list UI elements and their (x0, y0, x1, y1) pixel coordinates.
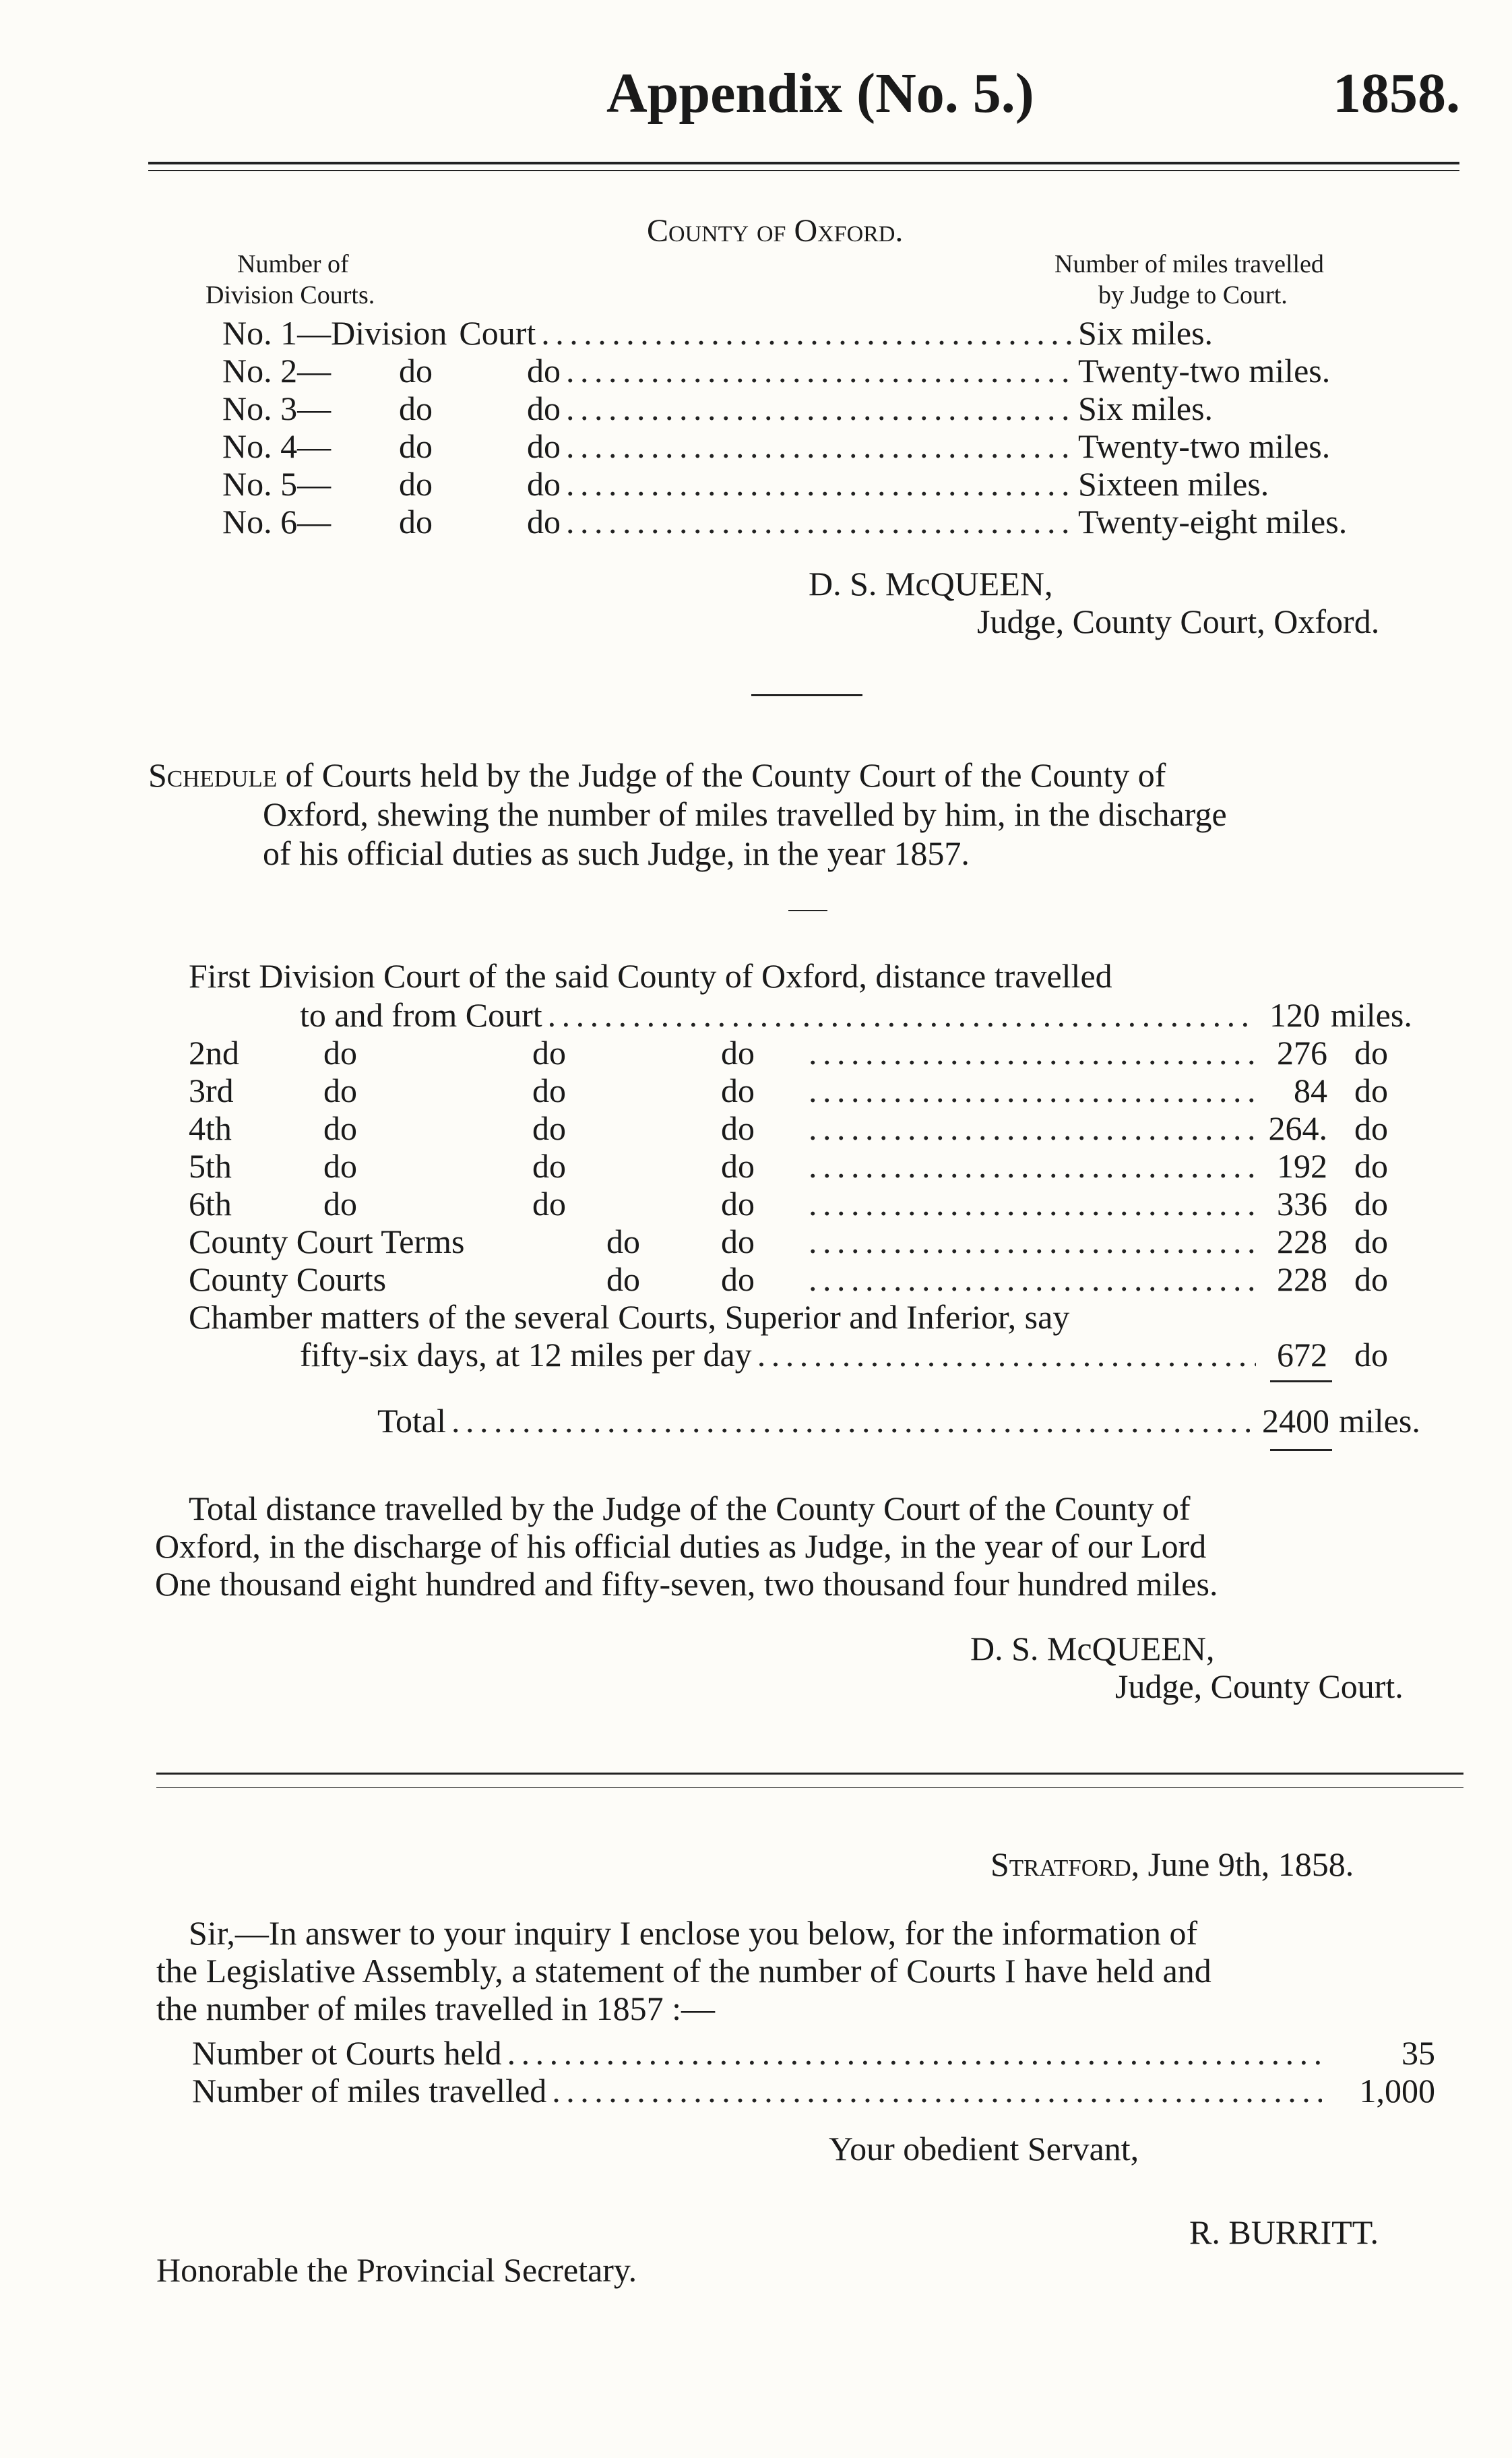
leader-dots (809, 1185, 1256, 1223)
schedule-row-c1: do (323, 1034, 357, 1072)
oxford-col-right-2: by Judge to Court. (1098, 281, 1288, 309)
oxford-row-b: do (527, 503, 561, 541)
schedule-chamber-row (300, 1336, 1439, 1374)
schedule-row-c1: do (323, 1147, 357, 1185)
letter-signature: R. BURRITT. (1189, 2213, 1379, 2251)
oxford-row-a: do (399, 352, 433, 390)
oxford-row-b: do (527, 352, 561, 390)
schedule-intro-line-3: of his official duties as such Judge, in the year 1857. (263, 834, 970, 872)
schedule-row-value: 192 (1277, 1147, 1327, 1185)
oxford-col-left-1: Number of (237, 250, 349, 278)
leader-dots (566, 390, 1073, 427)
schedule-row-c3: do (721, 1260, 755, 1298)
leader-dots (566, 465, 1073, 503)
oxford-row-a: Division (331, 314, 447, 352)
letter-place: Stratford, (990, 1845, 1140, 1883)
header-rule-top (148, 162, 1459, 164)
leader-dots (451, 1402, 1250, 1440)
schedule-signature-title: Judge, County Court. (1115, 1667, 1404, 1705)
oxford-row-b: do (527, 427, 561, 465)
schedule-first-label: to and from Court (300, 996, 542, 1034)
schedule-row (189, 1147, 1439, 1185)
oxford-row-num: No. 5— (222, 465, 332, 503)
oxford-row-miles: Twenty-two miles. (1078, 352, 1331, 390)
oxford-row-miles: Twenty-eight miles. (1078, 503, 1348, 541)
oxford-col-right-1: Number of miles travelled (1054, 250, 1324, 278)
schedule-row-c3: do (721, 1072, 755, 1109)
letter-miles-label: Number of miles travelled (192, 2072, 547, 2110)
letter-body-line-1: Sir,—In answer to your inquiry I enclose you below, for the information of (189, 1914, 1198, 1952)
schedule-row (189, 1109, 1439, 1147)
schedule-row-label: 4th (189, 1109, 232, 1147)
oxford-signature-name: D. S. McQUEEN, (809, 565, 1053, 603)
page-header (0, 54, 1512, 125)
schedule-row-label: 2nd (189, 1034, 239, 1072)
oxford-row-miles: Sixteen miles. (1078, 465, 1269, 503)
schedule-summary-line-3: One thousand eight hundred and fifty-seven, two thousand four hundred miles. (155, 1565, 1218, 1603)
schedule-row-label: 5th (189, 1147, 232, 1185)
leader-dots (809, 1147, 1256, 1185)
oxford-row (222, 503, 1422, 541)
leader-dots (507, 2034, 1322, 2072)
schedule-row-value: 228 (1277, 1223, 1327, 1260)
schedule-row-label: 3rd (189, 1072, 234, 1109)
schedule-total-value: 2400 (1262, 1402, 1329, 1440)
schedule-first-unit: miles. (1331, 996, 1412, 1034)
oxford-row-num: No. 1— (222, 314, 332, 352)
letter-divider-bottom (156, 1787, 1463, 1788)
oxford-row-num: No. 6— (222, 503, 332, 541)
oxford-row-a: do (399, 390, 433, 427)
schedule-row-c2: do (532, 1147, 566, 1185)
leader-dots (566, 352, 1073, 390)
schedule-row-label: County Courts (189, 1260, 387, 1298)
schedule-row (189, 1185, 1439, 1223)
schedule-row-value: 336 (1277, 1185, 1327, 1223)
oxford-row-miles: Twenty-two miles. (1078, 427, 1331, 465)
leader-dots (541, 314, 1073, 352)
header-title: Appendix (No. 5.) (606, 62, 1034, 125)
schedule-row-c3: do (721, 1223, 755, 1260)
schedule-chamber-line-1: Chamber matters of the several Courts, Superior and Inferior, say (189, 1298, 1070, 1336)
letter-addressee: Honorable the Provincial Secretary. (156, 2251, 637, 2289)
leader-dots (809, 1072, 1256, 1109)
schedule-chamber-unit: do (1354, 1336, 1388, 1374)
schedule-row-unit: do (1354, 1109, 1388, 1147)
oxford-row-b: do (527, 465, 561, 503)
letter-dateline (990, 1845, 1354, 1883)
schedule-row (189, 1072, 1439, 1109)
schedule-row-unit: do (1354, 1185, 1388, 1223)
schedule-row-c1: do (323, 1109, 357, 1147)
schedule-row-c2: do (532, 1072, 566, 1109)
letter-body-line-2: the Legislative Assembly, a statement of the number of Courts I have held and (156, 1952, 1211, 1990)
schedule-first-row (300, 996, 1439, 1034)
section-divider (751, 694, 862, 696)
oxford-signature-title: Judge, County Court, Oxford. (977, 603, 1380, 640)
schedule-row-value: 264. (1268, 1109, 1327, 1147)
oxford-row (222, 465, 1422, 503)
oxford-row-num: No. 4— (222, 427, 332, 465)
total-rule-top (1270, 1380, 1332, 1382)
letter-courts-row (192, 2034, 1435, 2072)
schedule-row-unit: do (1354, 1072, 1388, 1109)
letter-date: June 9th, 1858. (1147, 1845, 1354, 1883)
letter-miles-row (192, 2072, 1435, 2110)
schedule-row-cc-terms (189, 1223, 1439, 1260)
schedule-row-unit: do (1354, 1223, 1388, 1260)
schedule-row-label: 6th (189, 1185, 232, 1223)
schedule-total-row (377, 1402, 1445, 1440)
schedule-row-c3: do (721, 1034, 755, 1072)
schedule-row-unit: do (1354, 1147, 1388, 1185)
oxford-row-a: do (399, 427, 433, 465)
schedule-row-cc (189, 1260, 1439, 1298)
oxford-row (222, 352, 1422, 390)
oxford-row (222, 390, 1422, 427)
leader-dots (548, 996, 1249, 1034)
oxford-col-left-2: Division Courts. (206, 281, 375, 309)
schedule-row-unit: do (1354, 1034, 1388, 1072)
schedule-row-c2: do (532, 1034, 566, 1072)
leader-dots (809, 1034, 1256, 1072)
schedule-row-label: County Court Terms (189, 1223, 465, 1260)
schedule-row-c1: do (323, 1072, 357, 1109)
oxford-row-num: No. 3— (222, 390, 332, 427)
short-divider (788, 910, 827, 911)
schedule-row-c2: do (606, 1223, 640, 1260)
schedule-intro-line-1 (148, 756, 1166, 794)
schedule-row-value: 228 (1277, 1260, 1327, 1298)
leader-dots (566, 427, 1073, 465)
oxford-row-miles: Six miles. (1078, 314, 1214, 352)
oxford-row-miles: Six miles. (1078, 390, 1214, 427)
letter-body-line-3: the number of miles travelled in 1857 :— (156, 1990, 715, 2027)
header-rule-bottom (148, 170, 1459, 171)
schedule-first-line: First Division Court of the said County of Oxford, distance travelled (189, 957, 1112, 995)
schedule-row-value: 276 (1277, 1034, 1327, 1072)
schedule-row-c2: do (532, 1109, 566, 1147)
schedule-row (189, 1034, 1439, 1072)
header-year: 1858. (1333, 62, 1460, 125)
leader-dots (757, 1336, 1256, 1374)
letter-miles-value: 1,000 (1359, 2072, 1435, 2110)
schedule-row-c2: do (532, 1185, 566, 1223)
leader-dots (809, 1260, 1256, 1298)
schedule-first-value: 120 (1269, 996, 1320, 1034)
schedule-row-c2: do (606, 1260, 640, 1298)
letter-divider-top (156, 1773, 1463, 1775)
schedule-intro-line-2: Oxford, shewing the number of miles travelled by him, in the discharge (263, 795, 1227, 833)
letter-courts-value: 35 (1401, 2034, 1435, 2072)
oxford-row-b: do (527, 390, 561, 427)
schedule-row-c3: do (721, 1185, 755, 1223)
leader-dots (552, 2072, 1322, 2110)
schedule-signature-name: D. S. McQUEEN, (970, 1630, 1215, 1667)
oxford-row (222, 314, 1422, 352)
schedule-text-1: of Courts held by the Judge of the County Court of the County of (285, 756, 1166, 794)
schedule-lead: Schedule (148, 756, 278, 794)
oxford-row-b: Court (459, 314, 536, 352)
schedule-row-value: 84 (1294, 1072, 1327, 1109)
schedule-total-unit: miles. (1339, 1402, 1420, 1440)
leader-dots (809, 1109, 1256, 1147)
schedule-row-c3: do (721, 1147, 755, 1185)
schedule-chamber-value: 672 (1277, 1336, 1327, 1374)
letter-courts-label: Number ot Courts held (192, 2034, 502, 2072)
schedule-row-c3: do (721, 1109, 755, 1147)
schedule-chamber-label: fifty-six days, at 12 miles per day (300, 1336, 752, 1374)
total-rule-bottom (1270, 1449, 1332, 1451)
letter-closing: Your obedient Servant, (829, 2130, 1139, 2168)
schedule-row-unit: do (1354, 1260, 1388, 1298)
leader-dots (566, 503, 1073, 541)
oxford-row-a: do (399, 503, 433, 541)
oxford-row-a: do (399, 465, 433, 503)
oxford-row-num: No. 2— (222, 352, 332, 390)
oxford-title: County of Oxford. (647, 213, 904, 249)
schedule-summary-line-1: Total distance travelled by the Judge of the County Court of the County of (189, 1489, 1191, 1527)
schedule-total-label: Total (377, 1402, 447, 1440)
leader-dots (809, 1223, 1256, 1260)
oxford-row (222, 427, 1422, 465)
schedule-row-c1: do (323, 1185, 357, 1223)
schedule-summary-line-2: Oxford, in the discharge of his official duties as Judge, in the year of our Lord (155, 1527, 1207, 1565)
